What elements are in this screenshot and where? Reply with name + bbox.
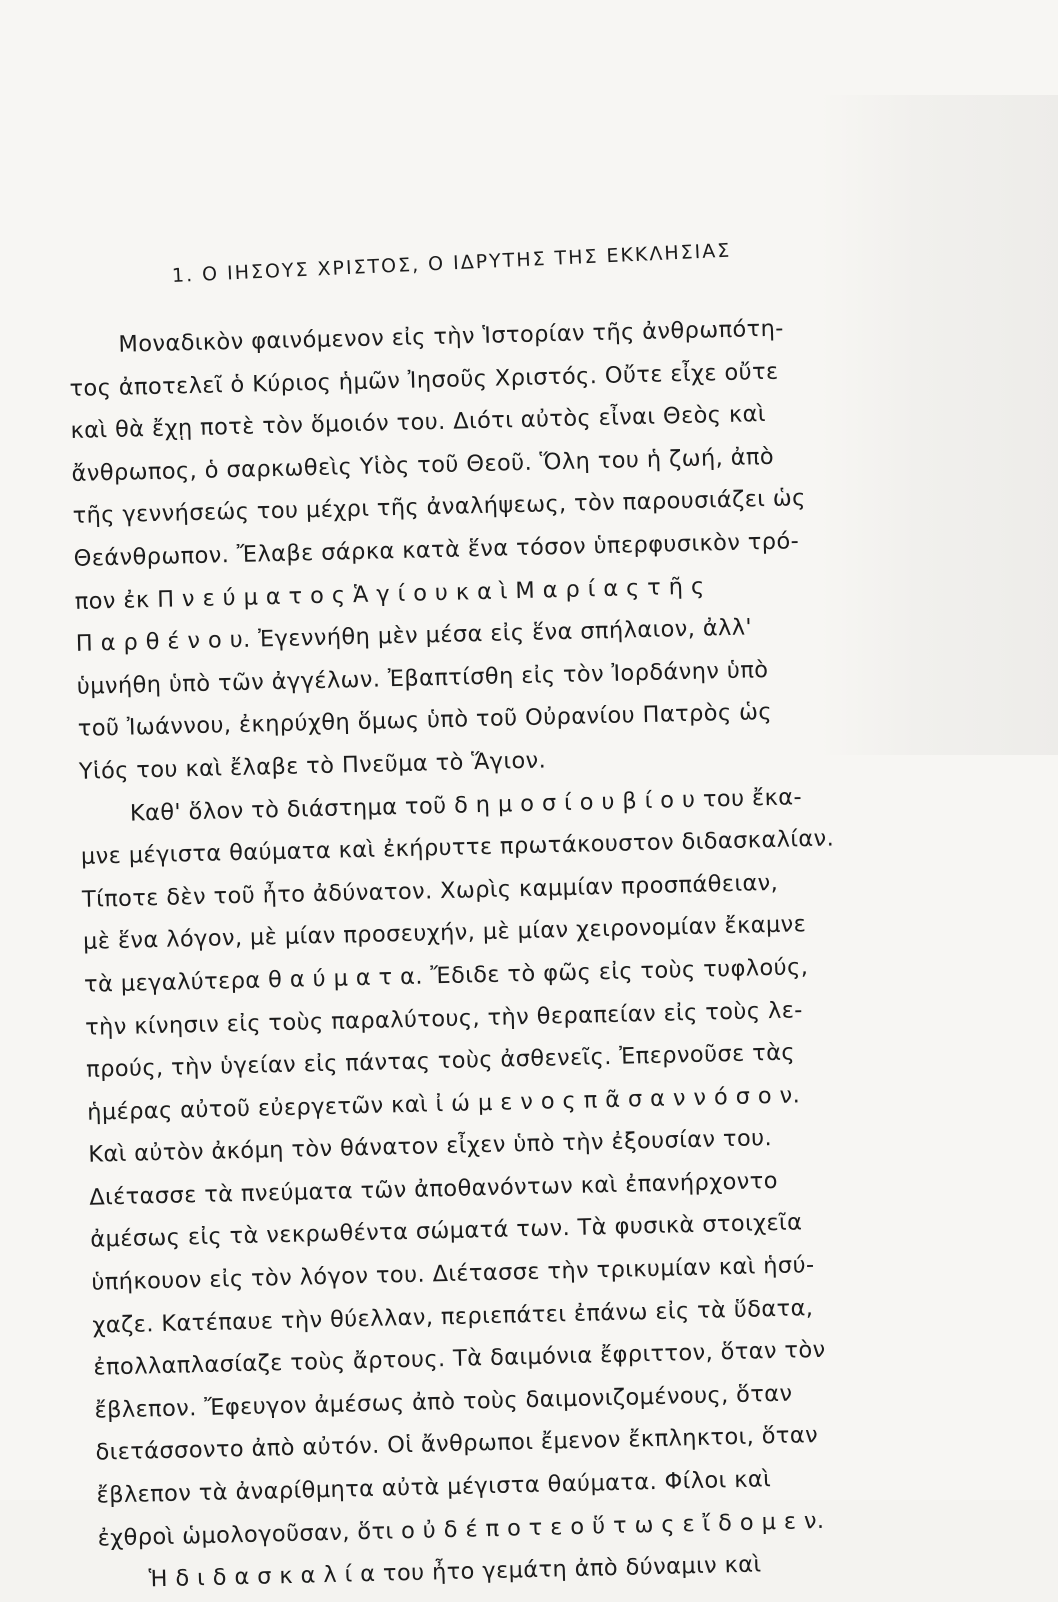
text-line: τοῦ Ἰωάννου, ἐκηρύχθη ὅμως ὑπὸ τοῦ Οὐρανίου Πατρὸς ὡς [77, 699, 773, 743]
body-text [68, 303, 979, 1602]
text-line: Θεάνθρωπον. Ἔλαβε σάρκα κατὰ ἕνα τόσον ὑπερφυσικὸν τρό- [73, 528, 800, 572]
text-line: ἡμέρας αὐτοῦ εὐεργετῶν καὶ ἰ ώ μ ε ν ο ς π ᾶ σ α ν ν ό σ ο ν. [86, 1082, 801, 1126]
text-line: χαζε. Κατέπαυε τὴν θύελλαν, περιεπάτει ἐπάνω εἰς τὰ ὕδατα, [92, 1294, 814, 1339]
text-line: Υἱός του καὶ ἔλαβε τὸ Πνεῦμα τὸ Ἅγιον. [78, 747, 547, 785]
text-line: διετάσσοντο ἀπὸ αὐτόν. Οἱ ἄνθρωποι ἔμενον ἔκπληκτοι, ὅταν [95, 1422, 819, 1467]
text-line: τος ἀποτελεῖ ὁ Κύριος ἡμῶν Ἰησοῦς Χριστός. Οὔτε εἶχε οὔτε [69, 358, 779, 402]
text-line: Καὶ αὐτὸν ἀκόμη τὸν θάνατον εἶχεν ὑπὸ τὴν ἐξουσίαν του. [87, 1125, 773, 1169]
text-line: προύς, τὴν ὑγείαν εἰς πάντας τοὺς ἀσθενεῖς. Ἐπερνοῦσε τὰς [85, 1039, 796, 1083]
text-line: τὰ μεγαλύτερα θ α ύ μ α τ α. Ἔδιδε τὸ φῶς εἰς τοὺς τυφλούς, [83, 954, 809, 998]
text-line: Π α ρ θ έ ν ο υ. Ἐγεννήθη μὲν μέσα εἰς ἕνα σπήλαιον, ἀλλ' [75, 614, 753, 658]
text-line: μὲ ἕνα λόγον, μὲ μίαν προσευχήν, μὲ μίαν χειρονομίαν ἔκαμνε [82, 911, 807, 956]
text-line: ἄνθρωπος, ὁ σαρκωθεὶς Υἱὸς τοῦ Θεοῦ. Ὅλη του ἡ ζωή, ἀπὸ [71, 443, 775, 487]
text-line: ἀμέσως εἰς τὰ νεκρωθέντα σώματά των. Τὰ φυσικὰ στοιχεῖα [90, 1209, 803, 1254]
text-line: ἔβλεπον. Ἔφευγον ἀμέσως ἀπὸ τοὺς δαιμονιζομένους, ὅταν [94, 1380, 793, 1424]
text-line: τῆς γεννήσεώς του μέχρι τῆς ἀναλήψεως, τὸν παρουσιάζει ὡς [72, 485, 806, 530]
text-line: Τίποτε δὲν τοῦ ἦτο ἀδύνατον. Χωρὶς καμμίαν προσπάθειαν, [81, 869, 779, 913]
chapter-title: 1. Ο ΙΗΣΟΥΣ ΧΡΙΣΤΟΣ, Ο ΙΔΡΥΤΗΣ ΤΗΣ ΕΚΚΛΗΣΙΑΣ [171, 239, 732, 287]
text-line: ἐπολλαπλασίαζε τοὺς ἄρτους. Τὰ δαιμόνια ἔφριττον, ὅταν τὸν [93, 1337, 826, 1381]
text-line: μνε μέγιστα θαύματα καὶ ἐκήρυττε πρωτάκουστον διδασκαλίαν. [80, 825, 835, 870]
text-line: τὴν κίνησιν εἰς τοὺς παραλύτους, τὴν θεραπείαν εἰς τοὺς λε- [84, 996, 804, 1041]
text-line: ἐχθροὶ ὡμολογοῦσαν, ὅτι ο ὐ δ έ π ο τ ε ο ὕ τ ω ς ε ἴ δ ο μ ε ν. [97, 1507, 825, 1552]
text-line: ἔβλεπον τὰ ἀναρίθμητα αὐτὰ μέγιστα θαύματα. Φίλοι καὶ [96, 1466, 772, 1509]
text-line: πον ἐκ Π ν ε ύ μ α τ ο ς Ἁ γ ί ο υ κ α ὶ Μ α ρ ί α ς τ ῆ ς [74, 573, 705, 615]
text-line: ὑμνήθη ὑπὸ τῶν ἀγγέλων. Ἐβαπτίσθη εἰς τὸν Ἰορδάνην ὑπὸ [76, 656, 769, 700]
text-line: Μοναδικὸν φαινόμενον εἰς τὴν Ἱστορίαν τῆς ἀνθρωπότη- [118, 315, 785, 358]
text-line: Ἡ δ ι δ α σ κ α λ ί α του ἦτο γεμάτη ἀπὸ δύναμιν καὶ [148, 1551, 762, 1593]
text-line: Διέτασσε τὰ πνεύματα τῶν ἀποθανόντων καὶ ἐπανήρχοντο [89, 1167, 779, 1211]
text-line: Καθ' ὅλον τὸ διάστημα τοῦ δ η μ ο σ ί ο υ β ί ο υ του ἔκα- [129, 783, 803, 827]
text-line: καὶ θὰ ἔχῃ ποτὲ τὸν ὅμοιόν του. Διότι αὐτὸς εἶναι Θεὸς καὶ [70, 401, 767, 445]
text-line: ὑπήκουον εἰς τὸν λόγον του. Διέτασσε τὴν τρικυμίαν καὶ ἡσύ- [91, 1252, 815, 1296]
